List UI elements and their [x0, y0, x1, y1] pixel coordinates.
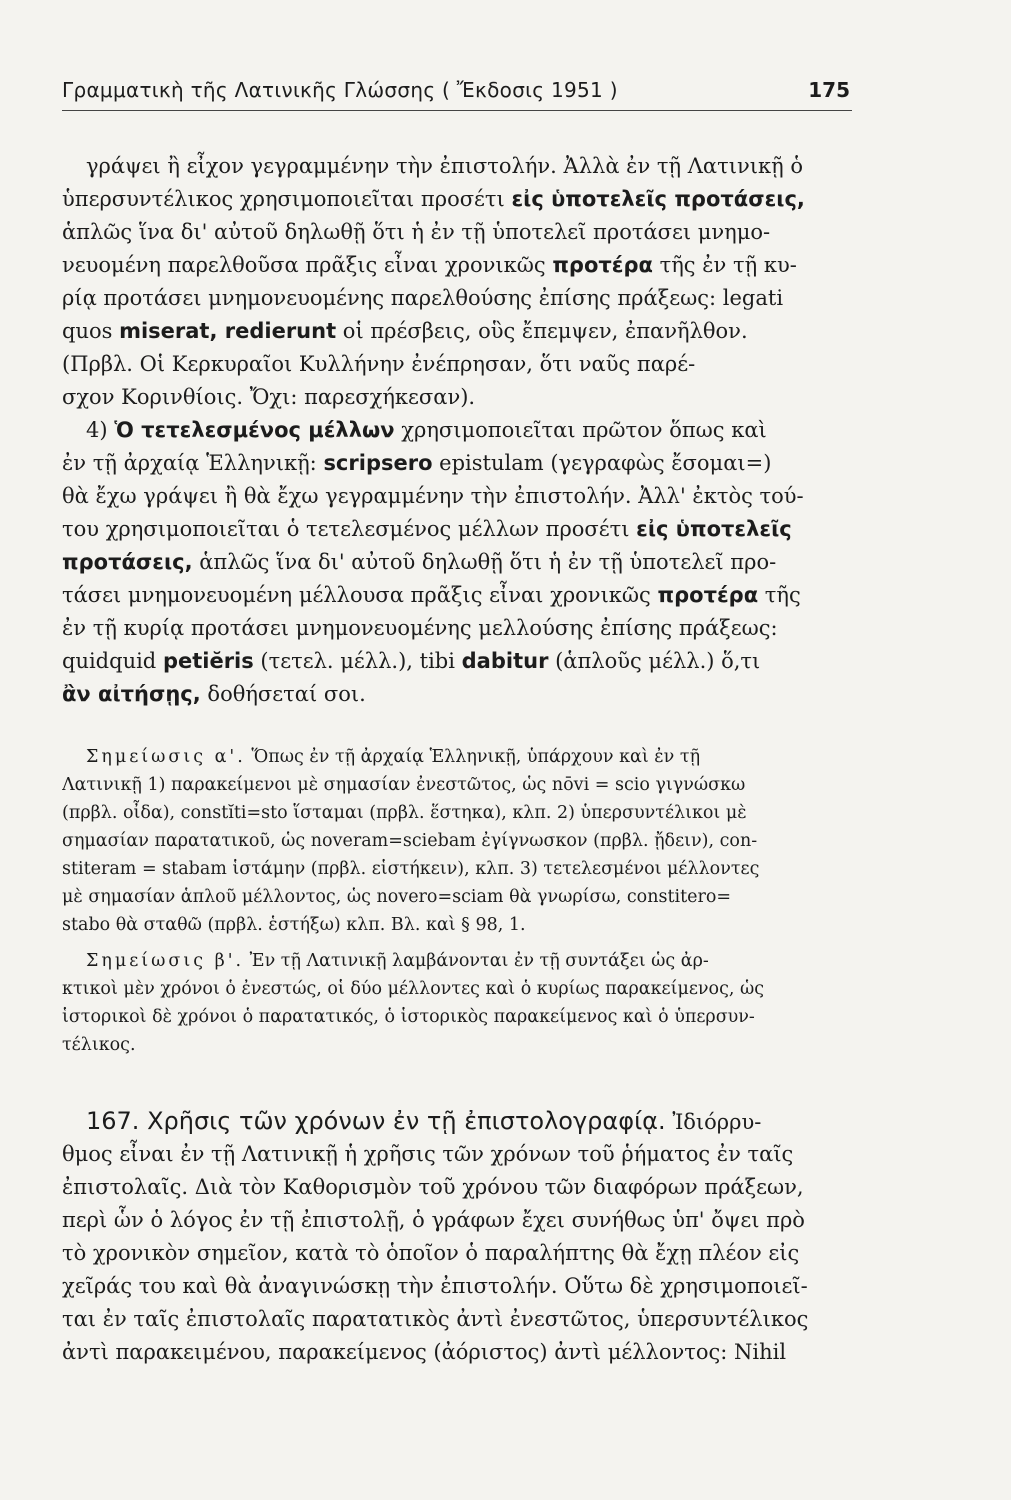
text-line: [62, 282, 862, 315]
note-line: [62, 771, 862, 799]
section-line: θμος εἶναι ἐν τῇ Λατινικῇ ἡ χρῆσις τῶν χρόνων τοῦ ῥήματος ἐν ταῖς: [62, 1142, 794, 1166]
note-label: Σημείωσις β'.: [86, 951, 245, 971]
note-text: σημασίαν παρατατικοῦ, ὡς noveram=sciebam ἐγίγνωσκον (πρβλ. ᾔδειν), con-: [62, 831, 758, 851]
text-segment: ἐν τῇ ἀρχαίᾳ Ἑλληνικῇ:: [62, 451, 324, 475]
text-line: [62, 480, 862, 513]
main-text: [62, 150, 862, 711]
note-text: τέλικος.: [62, 1035, 136, 1055]
text-segment: (Πρβλ. Οἱ Κερκυραῖοι Κυλλήνην ἐνέπρησαν, ὅτι ναῦς παρέ-: [62, 352, 696, 376]
text-segment: epistulam (γεγραφὼς ἔσομαι=): [432, 451, 772, 475]
text-line: [62, 645, 862, 678]
section-first-line: [62, 1105, 862, 1138]
bold-term: Ὁ τετελεσμένος μέλλων: [114, 418, 395, 442]
text-line: [62, 513, 862, 546]
bold-term: petiĕris: [162, 649, 254, 673]
running-header: [62, 76, 852, 111]
section-text-start: Ἰδιόρρυ-: [672, 1110, 762, 1134]
note-label: Σημείωσις α'.: [86, 747, 246, 767]
note-line: [62, 911, 862, 939]
notes-block: [62, 743, 862, 1059]
text-line: [62, 579, 862, 612]
text-line: [62, 348, 862, 381]
text-segment: ἐν τῇ κυρίᾳ προτάσει μνημονευομένης μελλούσης ἐπίσης πράξεως:: [62, 616, 778, 640]
text-line: [62, 546, 862, 579]
text-segment: του χρησιμοποιεῖται ὁ τετελεσμένος μέλλων προσέτι: [62, 517, 637, 541]
text-segment: ὑπερσυντέλικος χρησιμοποιεῖται προσέτι: [62, 187, 512, 211]
section-line: ται ἐν ταῖς ἐπιστολαῖς παρατατικὸς ἀντὶ ἐνεστῶτος, ὑπερσυντέλικος: [62, 1307, 809, 1331]
bold-term: dabitur: [461, 649, 549, 673]
text-segment: 4): [86, 418, 115, 442]
page-number: 175: [808, 78, 850, 102]
text-segment: σχον Κορινθίοις. Ὄχι: παρεσχήκεσαν).: [62, 385, 476, 409]
section-line: τὸ χρονικὸν σημεῖον, κατὰ τὸ ὁποῖον ὁ παραλήπτης θὰ ἔχῃ πλέον εἰς: [62, 1241, 800, 1265]
text-line: [62, 612, 862, 645]
text-line: [62, 315, 862, 348]
text-segment: νευομένη παρελθοῦσα πρᾶξις εἶναι χρονικῶς: [62, 253, 553, 277]
text-segment: quos: [62, 319, 120, 343]
section-line: ἀντὶ παρακειμένου, παρακείμενος (ἀόριστος) ἀντὶ μέλλοντος: Nihil: [62, 1340, 787, 1364]
note-line: [62, 855, 862, 883]
text-line: [62, 216, 862, 249]
note-text: Λατινικῇ 1) παρακείμενοι μὲ σημασίαν ἐνεστῶτος, ὡς nōvi = scio γιγνώσκω: [62, 775, 746, 795]
bold-term: προτέρα: [657, 583, 759, 607]
note-text: (πρβλ. οἶδα), constĭti=sto ἵσταμαι (πρβλ. ἕστηκα), κλπ. 2) ὑπερσυντέλικοι μὲ: [62, 803, 747, 823]
note-line: [62, 827, 862, 855]
text-segment: (τετελ. μέλλ.), tibi: [253, 649, 462, 673]
bold-term: εἰς ὑποτελεῖς προτάσεις,: [511, 187, 805, 211]
section-heading: 167. Χρῆσις τῶν χρόνων ἐν τῇ ἐπιστολογραφίᾳ.: [86, 1107, 666, 1135]
text-line: [62, 447, 862, 480]
text-segment: δοθήσεταί σοι.: [200, 682, 366, 706]
section-line: χεῖράς του καὶ θὰ ἀναγινώσκῃ τὴν ἐπιστολήν. Οὕτω δὲ χρησιμοποιεῖ-: [62, 1274, 808, 1298]
bold-term: miserat, redierunt: [119, 319, 337, 343]
note-text: ἱστορικοὶ δὲ χρόνοι ὁ παρατατικός, ὁ ἱστορικὸς παρακείμενος καὶ ὁ ὑπερσυν-: [62, 1007, 755, 1027]
note-line: [62, 883, 862, 911]
note-line: [62, 799, 862, 827]
note-text: Ὅπως ἐν τῇ ἀρχαίᾳ Ἑλληνικῇ, ὑπάρχουν καὶ ἐν τῇ: [245, 747, 701, 767]
note-line: [62, 743, 862, 771]
text-segment: τῆς ἐν τῇ κυ-: [652, 253, 797, 277]
text-segment: τῆς: [758, 583, 801, 607]
note-line: [62, 1003, 862, 1031]
text-line: [62, 678, 862, 711]
text-line: [62, 183, 862, 216]
note-text: stiteram = stabam ἱστάμην (πρβλ. εἱστήκειν), κλπ. 3) τετελεσμένοι μέλλοντες: [62, 859, 760, 879]
text-segment: ἁπλῶς ἵνα δι' αὐτοῦ δηλωθῇ ὅτι ἡ ἐν τῇ ὑποτελεῖ προτάσει μνημο-: [62, 220, 771, 244]
section-line: ἐπιστολαῖς. Διὰ τὸν Καθορισμὸν τοῦ χρόνου τῶν διαφόρων πράξεων,: [62, 1175, 804, 1199]
text-segment: ἁπλῶς ἵνα δι' αὐτοῦ δηλωθῇ ὅτι ἡ ἐν τῇ ὑποτελεῖ προ-: [192, 550, 777, 574]
bold-term: ἂν αἰτήσῃς,: [62, 682, 201, 706]
text-segment: οἱ πρέσβεις, οὓς ἔπεμψεν, ἐπανῆλθον.: [336, 319, 748, 343]
text-segment: (ἁπλοῦς μέλλ.) ὅ,τι: [548, 649, 761, 673]
text-segment: θὰ ἔχω γράψει ἢ θὰ ἔχω γεγραμμένην τὴν ἐπιστολήν. Ἀλλ' ἐκτὸς τού-: [62, 484, 804, 508]
text-segment: χρησιμοποιεῖται πρῶτον ὅπως καὶ: [394, 418, 767, 442]
text-line: [62, 414, 862, 447]
section-line: περὶ ὧν ὁ λόγος ἐν τῇ ἐπιστολῇ, ὁ γράφων ἔχει συνήθως ὑπ' ὄψει πρὸ: [62, 1208, 805, 1232]
note-text: κτικοὶ μὲν χρόνοι ὁ ἐνεστώς, οἱ δύο μέλλοντες καὶ ὁ κυρίως παρακείμενος, ὡς: [62, 979, 765, 999]
note-text: μὲ σημασίαν ἁπλοῦ μέλλοντος, ὡς novero=sciam θὰ γνωρίσω, constitero=: [62, 887, 732, 907]
text-line: [62, 381, 862, 414]
note-line: [62, 975, 862, 1003]
bold-term: προτάσεις,: [62, 550, 193, 574]
note-line: [62, 947, 862, 975]
bold-term: προτέρα: [552, 253, 653, 277]
bold-term: scripsero: [323, 451, 433, 475]
section-167: [62, 1105, 862, 1369]
note-text: stabo θὰ σταθῶ (πρβλ. ἑστήξω) κλπ. Βλ. καὶ § 98, 1.: [62, 915, 526, 935]
bold-term: εἰς ὑποτελεῖς: [636, 517, 792, 541]
text-segment: quidquid: [62, 649, 163, 673]
text-line: [62, 249, 862, 282]
text-segment: ρίᾳ προτάσει μνημονευομένης παρελθούσης ἐπίσης πράξεως: legati: [62, 286, 784, 310]
text-line: [62, 150, 862, 183]
text-segment: τάσει μνημονευομένη μέλλουσα πρᾶξις εἶναι χρονικῶς: [62, 583, 658, 607]
note-line: [62, 1031, 862, 1059]
book-title: Γραμματικὴ τῆς Λατινικῆς Γλώσσης ( Ἔκδοσις 1951 ): [62, 78, 618, 102]
note-text: Ἐν τῇ Λατινικῇ λαμβάνονται ἐν τῇ συντάξει ὡς ἀρ-: [244, 951, 709, 971]
text-segment: γράψει ἢ εἶχον γεγραμμένην τὴν ἐπιστολήν. Ἀλλὰ ἐν τῇ Λατινικῇ ὁ: [86, 154, 803, 178]
